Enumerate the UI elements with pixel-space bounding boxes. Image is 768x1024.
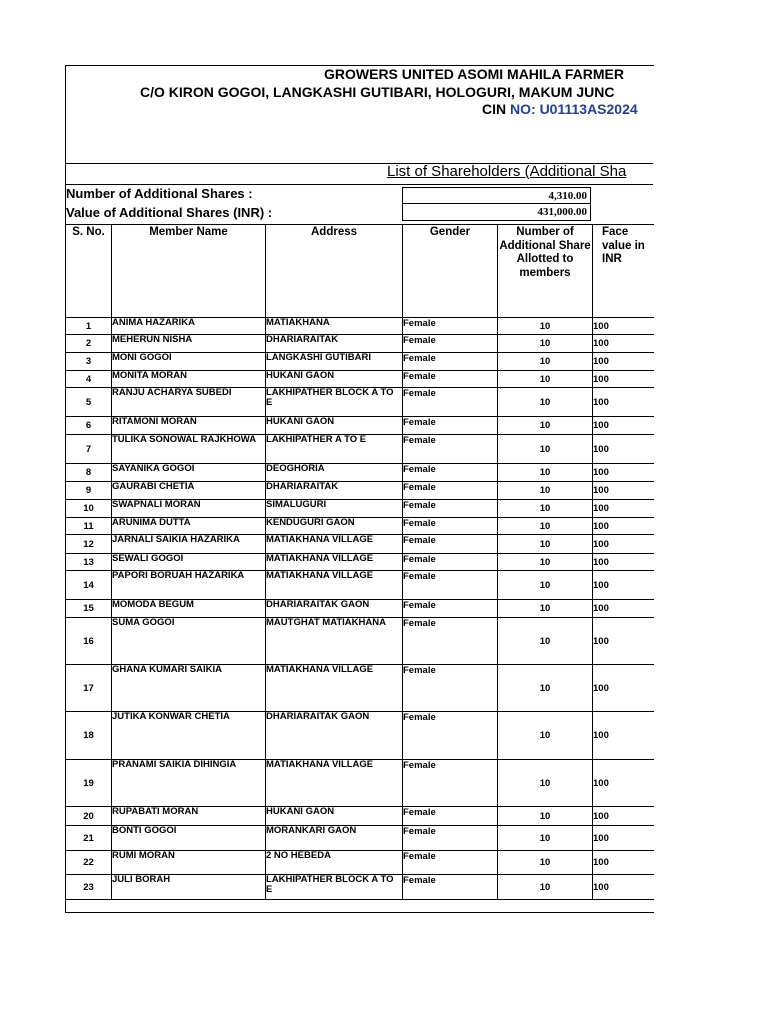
company-address: C/O KIRON GOGOI, LANGKASHI GUTIBARI, HOLOGURI, MAKUM JUNC — [140, 84, 615, 100]
row-share-count: 10 — [498, 417, 593, 435]
row-sno: 4 — [66, 371, 112, 388]
row-sno: 8 — [66, 464, 112, 482]
row-member-name: RUPABATI MORAN — [112, 807, 266, 826]
table-row — [66, 388, 654, 417]
row-sno: 5 — [66, 388, 112, 417]
table-row — [66, 417, 654, 435]
row-share-count: 10 — [498, 371, 593, 388]
row-share-count: 10 — [498, 554, 593, 571]
row-address: DHARIARAITAK GAON — [266, 600, 403, 618]
row-address: MATIAKHANA — [266, 318, 403, 335]
row-address: KENDUGURI GAON — [266, 518, 403, 535]
divider-line — [65, 184, 653, 185]
row-gender: Female — [403, 712, 498, 760]
table-row — [66, 712, 654, 760]
additional-shares-value: 4,310.00 — [402, 187, 591, 204]
row-gender: Female — [403, 500, 498, 518]
col-header-face-value: Face value in INR — [593, 225, 654, 318]
row-member-name: JUTIKA KONWAR CHETIA — [112, 712, 266, 760]
row-face-value: 100 — [593, 518, 654, 535]
row-share-count: 10 — [498, 500, 593, 518]
row-face-value: 100 — [593, 535, 654, 554]
row-address: LAKHIPATHER BLOCK A TO E — [266, 388, 403, 417]
row-member-name: SAYANIKA GOGOI — [112, 464, 266, 482]
row-member-name: PRANAMI SAIKIA DIHINGIA — [112, 760, 266, 807]
additional-shares-label: Number of Additional Shares : — [66, 186, 253, 201]
row-gender: Female — [403, 875, 498, 900]
cin-label: CIN — [482, 101, 507, 117]
row-face-value: 100 — [593, 417, 654, 435]
col-header-name: Member Name — [112, 225, 266, 318]
row-share-count: 10 — [498, 712, 593, 760]
row-share-count: 10 — [498, 665, 593, 712]
row-gender: Female — [403, 318, 498, 335]
row-face-value: 100 — [593, 500, 654, 518]
row-member-name: RUMI MORAN — [112, 851, 266, 875]
row-gender: Female — [403, 335, 498, 353]
row-face-value: 100 — [593, 318, 654, 335]
table-row — [66, 851, 654, 875]
row-gender: Female — [403, 518, 498, 535]
row-gender: Female — [403, 535, 498, 554]
row-sno: 23 — [66, 875, 112, 900]
row-face-value: 100 — [593, 571, 654, 600]
row-sno: 18 — [66, 712, 112, 760]
table-row — [66, 807, 654, 826]
row-address: DHARIARAITAK GAON — [266, 712, 403, 760]
row-gender: Female — [403, 851, 498, 875]
row-gender: Female — [403, 353, 498, 371]
table-row — [66, 826, 654, 851]
row-address: MATIAKHANA VILLAGE — [266, 665, 403, 712]
row-share-count: 10 — [498, 807, 593, 826]
row-gender: Female — [403, 600, 498, 618]
row-member-name: PAPORI BORUAH HAZARIKA — [112, 571, 266, 600]
row-address: 2 NO HEBEDA — [266, 851, 403, 875]
table-row — [66, 500, 654, 518]
row-sno: 22 — [66, 851, 112, 875]
row-face-value: 100 — [593, 353, 654, 371]
row-gender: Female — [403, 435, 498, 464]
row-sno: 19 — [66, 760, 112, 807]
row-address: HUKANI GAON — [266, 371, 403, 388]
row-sno: 20 — [66, 807, 112, 826]
row-address: DHARIARAITAK — [266, 335, 403, 353]
row-address: MATIAKHANA VILLAGE — [266, 571, 403, 600]
table-row — [66, 482, 654, 500]
row-member-name: JULI BORAH — [112, 875, 266, 900]
table-row — [66, 760, 654, 807]
row-gender: Female — [403, 417, 498, 435]
row-member-name: MONITA MORAN — [112, 371, 266, 388]
col-header-address: Address — [266, 225, 403, 318]
row-member-name: JARNALI SAIKIA HAZARIKA — [112, 535, 266, 554]
list-title: List of Shareholders (Additional Sha — [387, 163, 627, 180]
row-sno: 14 — [66, 571, 112, 600]
additional-value-amount: 431,000.00 — [402, 204, 591, 221]
row-sno: 13 — [66, 554, 112, 571]
row-gender: Female — [403, 665, 498, 712]
table-row — [66, 875, 654, 900]
table-row — [66, 571, 654, 600]
row-gender: Female — [403, 464, 498, 482]
table-row — [66, 335, 654, 353]
cin-value: NO: U01113AS2024 — [510, 101, 638, 117]
row-share-count: 10 — [498, 518, 593, 535]
row-address: LANGKASHI GUTIBARI — [266, 353, 403, 371]
row-member-name: ARUNIMA DUTTA — [112, 518, 266, 535]
row-gender: Female — [403, 371, 498, 388]
row-gender: Female — [403, 760, 498, 807]
row-face-value: 100 — [593, 335, 654, 353]
row-sno: 17 — [66, 665, 112, 712]
row-address: DHARIARAITAK — [266, 482, 403, 500]
row-sno: 1 — [66, 318, 112, 335]
row-share-count: 10 — [498, 464, 593, 482]
row-member-name: TULIKA SONOWAL RAJKHOWA — [112, 435, 266, 464]
row-gender: Female — [403, 571, 498, 600]
row-sno: 10 — [66, 500, 112, 518]
table-row — [66, 535, 654, 554]
row-gender: Female — [403, 388, 498, 417]
row-address: SIMALUGURI — [266, 500, 403, 518]
row-share-count: 10 — [498, 618, 593, 665]
shareholders-table — [65, 224, 654, 900]
row-member-name: MEHERUN NISHA — [112, 335, 266, 353]
company-name: GROWERS UNITED ASOMI MAHILA FARMER — [324, 66, 624, 82]
row-share-count: 10 — [498, 826, 593, 851]
row-share-count: 10 — [498, 482, 593, 500]
col-header-gender: Gender — [403, 225, 498, 318]
row-member-name: SEWALI GOGOI — [112, 554, 266, 571]
row-face-value: 100 — [593, 435, 654, 464]
row-address: LAKHIPATHER BLOCK A TO E — [266, 875, 403, 900]
row-member-name: RITAMONI MORAN — [112, 417, 266, 435]
col-header-sno: S. No. — [66, 225, 112, 318]
table-row — [66, 554, 654, 571]
row-gender: Female — [403, 554, 498, 571]
row-sno: 15 — [66, 600, 112, 618]
row-face-value: 100 — [593, 464, 654, 482]
row-face-value: 100 — [593, 826, 654, 851]
company-cin — [66, 101, 653, 121]
table-row — [66, 371, 654, 388]
row-gender: Female — [403, 482, 498, 500]
row-face-value: 100 — [593, 371, 654, 388]
row-sno: 6 — [66, 417, 112, 435]
row-share-count: 10 — [498, 353, 593, 371]
row-sno: 7 — [66, 435, 112, 464]
row-member-name: GHANA KUMARI SAIKIA — [112, 665, 266, 712]
row-sno: 16 — [66, 618, 112, 665]
row-member-name: SWAPNALI MORAN — [112, 500, 266, 518]
table-row — [66, 435, 654, 464]
row-share-count: 10 — [498, 335, 593, 353]
row-face-value: 100 — [593, 554, 654, 571]
row-face-value: 100 — [593, 665, 654, 712]
row-member-name: SUMA GOGOI — [112, 618, 266, 665]
row-share-count: 10 — [498, 851, 593, 875]
row-share-count: 10 — [498, 760, 593, 807]
row-address: MAUTGHAT MATIAKHANA — [266, 618, 403, 665]
row-member-name: RANJU ACHARYA SUBEDI — [112, 388, 266, 417]
row-share-count: 10 — [498, 388, 593, 417]
row-sno: 12 — [66, 535, 112, 554]
row-sno: 2 — [66, 335, 112, 353]
row-face-value: 100 — [593, 600, 654, 618]
row-share-count: 10 — [498, 875, 593, 900]
table-row — [66, 318, 654, 335]
row-sno: 21 — [66, 826, 112, 851]
row-face-value: 100 — [593, 618, 654, 665]
row-sno: 3 — [66, 353, 112, 371]
row-share-count: 10 — [498, 535, 593, 554]
table-row — [66, 464, 654, 482]
row-address: LAKHIPATHER A TO E — [266, 435, 403, 464]
col-header-shares: Number of Additional Share Allotted to members — [498, 225, 593, 318]
row-address: MATIAKHANA VILLAGE — [266, 535, 403, 554]
table-header-row — [66, 225, 654, 318]
row-address: HUKANI GAON — [266, 417, 403, 435]
row-share-count: 10 — [498, 435, 593, 464]
row-address: DEOGHORIA — [266, 464, 403, 482]
row-member-name: GAURABI CHETIA — [112, 482, 266, 500]
row-sno: 11 — [66, 518, 112, 535]
table-row — [66, 665, 654, 712]
row-share-count: 10 — [498, 600, 593, 618]
row-gender: Female — [403, 618, 498, 665]
table-row — [66, 353, 654, 371]
row-face-value: 100 — [593, 760, 654, 807]
row-address: MORANKARI GAON — [266, 826, 403, 851]
row-member-name: MONI GOGOI — [112, 353, 266, 371]
row-gender: Female — [403, 807, 498, 826]
table-row — [66, 600, 654, 618]
row-member-name: BONTI GOGOI — [112, 826, 266, 851]
row-gender: Female — [403, 826, 498, 851]
row-sno: 9 — [66, 482, 112, 500]
row-address: HUKANI GAON — [266, 807, 403, 826]
row-face-value: 100 — [593, 712, 654, 760]
row-member-name: ANIMA HAZARIKA — [112, 318, 266, 335]
row-address: MATIAKHANA VILLAGE — [266, 554, 403, 571]
table-row — [66, 618, 654, 665]
row-face-value: 100 — [593, 482, 654, 500]
row-share-count: 10 — [498, 571, 593, 600]
table-row — [66, 518, 654, 535]
row-face-value: 100 — [593, 875, 654, 900]
row-address: MATIAKHANA VILLAGE — [266, 760, 403, 807]
row-share-count: 10 — [498, 318, 593, 335]
row-face-value: 100 — [593, 851, 654, 875]
row-face-value: 100 — [593, 388, 654, 417]
row-member-name: MOMODA BEGUM — [112, 600, 266, 618]
row-face-value: 100 — [593, 807, 654, 826]
additional-value-label: Value of Additional Shares (INR) : — [66, 205, 273, 220]
